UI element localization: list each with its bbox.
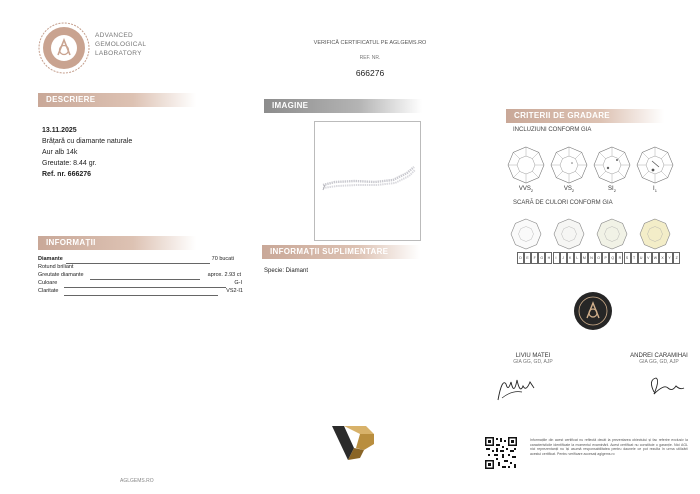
signature-2 — [640, 370, 690, 400]
footer-website: AGLGEMS.RO — [120, 478, 154, 484]
color-scale-letter-o: O — [595, 252, 602, 264]
description-item: Brățară cu diamante naturale — [42, 138, 133, 145]
info-row-diamonds — [38, 256, 238, 264]
verify-label: VERIFICĂ CERTIFICATUL PE AGLGEMS.RO — [313, 40, 427, 46]
species-text: Specie: Diamant — [264, 268, 309, 274]
color-scale-letter-w: W — [652, 252, 659, 264]
qr-code — [484, 436, 518, 470]
description-metal: Aur alb 14k — [42, 149, 78, 156]
color-scale-letter-m: M — [581, 252, 588, 264]
info-row-color — [38, 280, 242, 288]
info-label: Greutate diamante — [38, 272, 84, 278]
info-row-weight — [38, 272, 241, 280]
inclusion-label-vs2: $VS_2$ — [563, 186, 575, 194]
color-scale-letter-k: K — [567, 252, 574, 264]
color-scale-letter-t: T — [631, 252, 638, 264]
color-scale-letter-g: G — [538, 252, 545, 264]
color-scale-letter-p: P — [602, 252, 609, 264]
color-scale-letter-s: S — [624, 252, 631, 264]
color-scale-letter-e: E — [524, 252, 531, 264]
color-scale-letter-u: U — [638, 252, 645, 264]
inclusion-diagram-i1 — [637, 147, 673, 183]
signatory-2-creds: GIA GG, GD, AJP — [639, 359, 679, 365]
color-scale-letter-q: Q — [609, 252, 616, 264]
info-label: Rotund briliant — [38, 264, 74, 270]
color-scale-letter-i: I — [553, 252, 560, 264]
inclusion-label-vvs2: $VVS_2$ — [518, 186, 534, 194]
color-scale-letter-j: J — [560, 252, 567, 264]
lab-name-line1: ADVANCED — [95, 32, 134, 39]
info-value: VS2-I1 — [226, 288, 243, 294]
inclusion-label-i1: $I_1$ — [653, 186, 657, 194]
color-scale-letter-n: N — [588, 252, 595, 264]
color-scale-letter-r: R — [616, 252, 623, 264]
color-scale-letter-f: F — [531, 252, 538, 264]
info-label: Culoare — [38, 280, 58, 286]
info-row-clarity — [38, 288, 243, 296]
brand-logo — [330, 420, 376, 466]
grading-header: CRITERII DE GRADARE — [506, 109, 664, 123]
color-scale-letter-z: Z — [673, 252, 680, 264]
color-scale-letter-h: H — [545, 252, 552, 264]
color-scale-letter-y: Y — [666, 252, 673, 264]
lab-logo — [38, 22, 90, 74]
signatory-1-creds: GIA GG, GD, AJP — [513, 359, 553, 365]
bracelet-image-frame — [314, 121, 421, 241]
signatory-2-name: ANDREI CARAMIHAI — [630, 353, 688, 359]
color-scale-letter-d: D — [517, 252, 524, 264]
inclusion-label-si2: $SI_2$ — [608, 186, 616, 194]
color-scale-title: SCARĂ DE CULORI CONFORM GIA — [513, 200, 613, 206]
image-header: IMAGINE — [264, 99, 422, 113]
footer-disclaimer: Informațiile din acest certificat nu reflectă decât la prezentarea obiectului și fac referire exclusiv la caracteristicile identificate la momentul examinării. Acest certificat nu constituie o garanție. Nici AGL nici reprezentanții nu își asumă responsabilitatea pentru daunele ce pot rezulta în urma utilizării acestui certificat. Pentru verificare accesați aglgems.ro — [530, 438, 688, 456]
bracelet-image — [323, 167, 415, 190]
ref-label: REF. NR. — [359, 55, 381, 61]
inclusion-diagram-si2 — [594, 147, 630, 183]
signature-1 — [492, 370, 552, 406]
description-ref: Ref. nr. 666276 — [42, 171, 92, 178]
info-value: aprox. 2.93 ct — [207, 272, 241, 278]
inclusions-title: INCLUZIUNI CONFORM GIA — [513, 127, 592, 133]
inclusion-diagrams — [506, 145, 686, 187]
lab-seal — [573, 291, 613, 331]
info-value: 70 bucati — [211, 256, 234, 262]
description-weight: Greutate: 8.44 gr. — [42, 160, 97, 167]
lab-name-line2: GEMOLOGICAL — [95, 41, 147, 48]
color-scale-letter-l: L — [574, 252, 581, 264]
description-date: 13.11.2025 — [42, 127, 77, 134]
ref-number: 666276 — [355, 68, 385, 78]
info-row-cut — [38, 264, 238, 272]
info-label: Claritate — [38, 288, 59, 294]
supplementary-header: INFORMAȚII SUPLIMENTARE — [262, 245, 420, 259]
color-diamonds — [506, 217, 686, 253]
color-scale-letter-x: X — [659, 252, 666, 264]
description-header: DESCRIERE — [38, 93, 196, 107]
inclusion-diagram-vvs2 — [508, 147, 544, 183]
info-value: G-I — [234, 280, 242, 286]
inclusion-diagram-vs2 — [551, 147, 587, 183]
color-scale-letter-v: V — [645, 252, 652, 264]
lab-name-line3: LABORATORY — [95, 50, 142, 57]
information-header: INFORMAȚII — [38, 236, 196, 250]
signatory-1-name: LIVIU MATEI — [515, 353, 551, 359]
info-label: Diamante — [38, 256, 63, 262]
